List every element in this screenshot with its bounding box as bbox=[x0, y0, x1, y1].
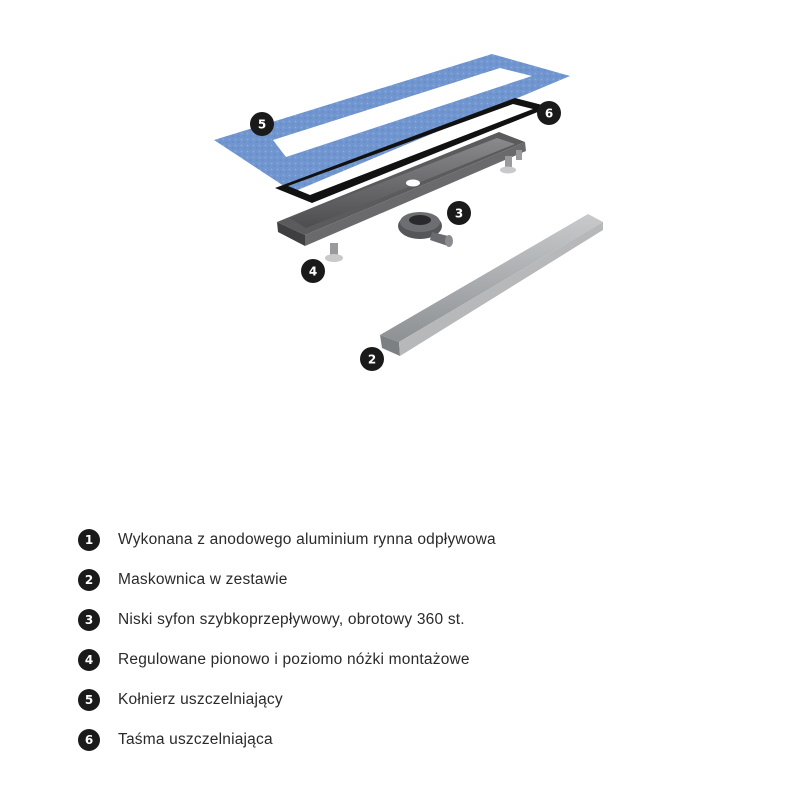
legend-badge: 6 bbox=[78, 729, 100, 751]
svg-text:6: 6 bbox=[544, 106, 554, 121]
legend-text: Taśma uszczelniająca bbox=[118, 731, 273, 748]
legend-badge: 4 bbox=[78, 649, 100, 671]
legend-item-5 bbox=[78, 688, 778, 728]
parts-legend bbox=[78, 528, 778, 768]
svg-text:3: 3 bbox=[454, 206, 464, 221]
legend-text: Regulowane pionowo i poziomo nóżki montażowe bbox=[118, 651, 470, 668]
legend-text: Wykonana z anodowego aluminium rynna odpływowa bbox=[118, 531, 496, 548]
legend-badge: 3 bbox=[78, 609, 100, 631]
legend-badge: 2 bbox=[78, 569, 100, 591]
svg-text:2: 2 bbox=[367, 352, 377, 367]
callout-4 bbox=[301, 259, 325, 283]
svg-text:5: 5 bbox=[257, 117, 267, 132]
legend-item-4 bbox=[78, 648, 778, 688]
legend-text: Niski syfon szybkoprzepływowy, obrotowy 360 st. bbox=[118, 611, 465, 628]
callout-3 bbox=[447, 201, 471, 225]
callout-6 bbox=[537, 101, 561, 125]
callout-2 bbox=[360, 347, 384, 371]
legend-item-2 bbox=[78, 568, 778, 608]
legend-badge: 1 bbox=[78, 529, 100, 551]
callout-5 bbox=[250, 112, 274, 136]
legend-text: Kołnierz uszczelniający bbox=[118, 691, 283, 708]
legend-badge: 5 bbox=[78, 689, 100, 711]
legend-text: Maskownica w zestawie bbox=[118, 571, 288, 588]
legend-item-6 bbox=[78, 728, 778, 768]
legend-item-3 bbox=[78, 608, 778, 648]
svg-text:4: 4 bbox=[308, 264, 318, 279]
legend-item-1 bbox=[78, 528, 778, 568]
